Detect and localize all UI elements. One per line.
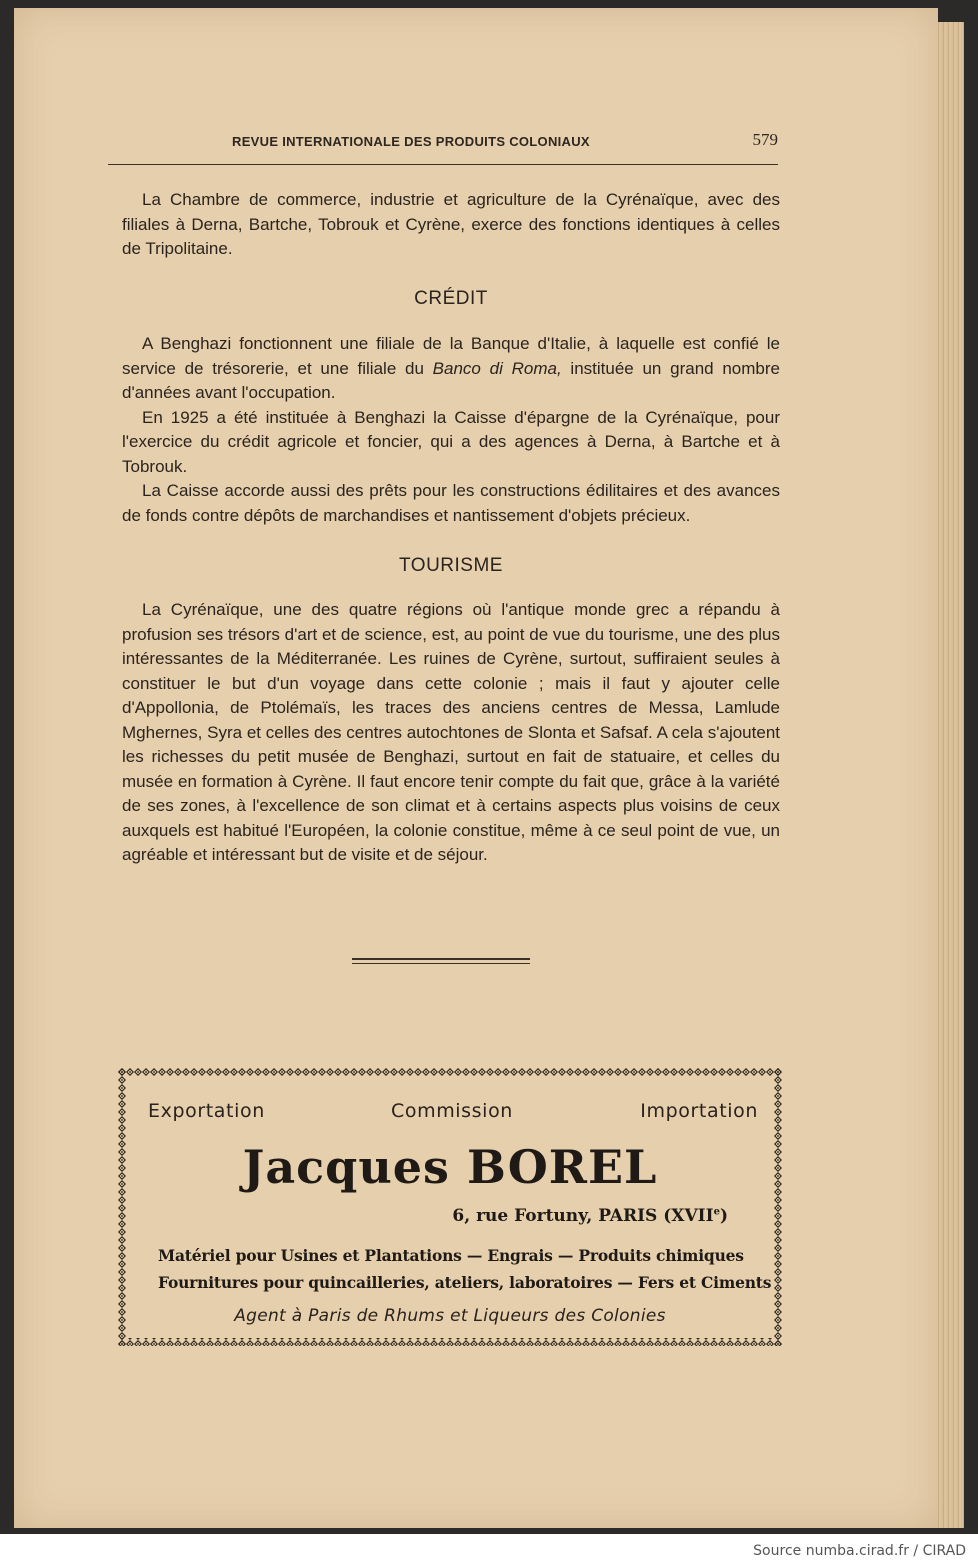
intro-paragraph: [122, 188, 780, 262]
intro-text: La Chambre de commerce, industrie et agriculture de la Cyrénaïque, avec des filiales à Derna, Bartche, Tobrouk et Cyrène, exerce des fonctions identiques à celles de Tripolitaine.: [122, 190, 780, 258]
page-number: 579: [752, 130, 778, 149]
credit-p1-start: A Benghazi fonctionnent une filiale de la Banque d'Italie, à laquelle est confié le service de trésorerie, et une filiale du: [122, 334, 780, 378]
source-credit: Source numba.cirad.fr / CIRAD: [753, 1543, 966, 1559]
ad-products-line-1: Matériel pour Usines et Plantations — Engrais — Produits chimiques: [158, 1246, 744, 1265]
ad-address-superscript: e: [713, 1206, 720, 1218]
credit-p1-end: instituée un grand nombre d'années avant l'occupation.: [122, 358, 780, 402]
advertisement: [118, 1068, 782, 1346]
tourisme-heading: TOURISME: [399, 555, 503, 576]
credit-paragraph-2: En 1925 a été instituée à Benghazi la Caisse d'épargne de la Cyrénaïque, pour l'exercice du crédit agricole et foncier, qui a des agences à Derna, à Bartche et à Tobrouk.: [122, 407, 780, 476]
credit-p1-italic: Banco di Roma,: [432, 358, 562, 378]
ad-address-text: 6, rue Fortuny, PARIS (XVII: [452, 1206, 714, 1226]
credit-paragraph-1: [122, 332, 780, 406]
running-title: REVUE INTERNATIONALE DES PRODUITS COLONIAUX: [232, 134, 590, 149]
ad-products-line-2: Fournitures pour quincailleries, ateliers, laboratoires — Fers et Ciments: [158, 1273, 772, 1292]
ad-company-name: Jacques BOREL: [242, 1140, 658, 1194]
credit-heading: CRÉDIT: [414, 288, 488, 309]
ad-category-exportation: Exportation: [148, 1100, 265, 1122]
credit-paragraph-3: La Caisse accorde aussi des prêts pour les constructions édilitaires et des avances de fonds contre dépôts de marchandises et nantissement d'objets précieux.: [122, 481, 780, 525]
ad-category-commission: Commission: [391, 1100, 513, 1122]
page-edge-stack: [936, 22, 964, 1528]
ad-address: [452, 1206, 728, 1226]
separator-rule-thick: [352, 958, 530, 960]
separator-rule-thin: [352, 963, 530, 964]
ad-category-row: [148, 1100, 758, 1126]
ad-agent-line: Agent à Paris de Rhums et Liqueurs des Colonies: [234, 1306, 666, 1326]
ad-address-close: ): [719, 1206, 728, 1226]
credit-section: [122, 332, 780, 528]
running-header: [108, 128, 778, 165]
ad-category-importation: Importation: [640, 1100, 758, 1122]
tourisme-section: [122, 598, 780, 868]
tourisme-paragraph: La Cyrénaïque, une des quatre régions où l'antique monde grec a répandu à profusion ses trésors d'art et de science, est, au point de vue du tourisme, une des plus intéressantes de la Méditerranée. Les ruines de Cyrène, surtout, suffiraient seules à constituer le but d'un voyage dans cette colonie ; mais il faut y ajouter celle d'Appollonia, de Ptolémaïs, les traces des anciens centres de Messa, Lamlude Mghernes, Syra et celles des centres autochtones de Slonta et Safsaf. A cela s'ajoutent les richesses du petit musée de Benghazi, surtout en fait de statuaire, et celles du musée en formation à Cyrène. Il faut encore tenir compte du fait que, grâce à la variété de ses zones, à l'excellence de son climat et à certains aspects plus voisins de ceux auxquels est habitué l'Européen, la colonie constitue, même à ce seul point de vue, un agréable et intéressant but de visite et de séjour.: [122, 600, 780, 864]
